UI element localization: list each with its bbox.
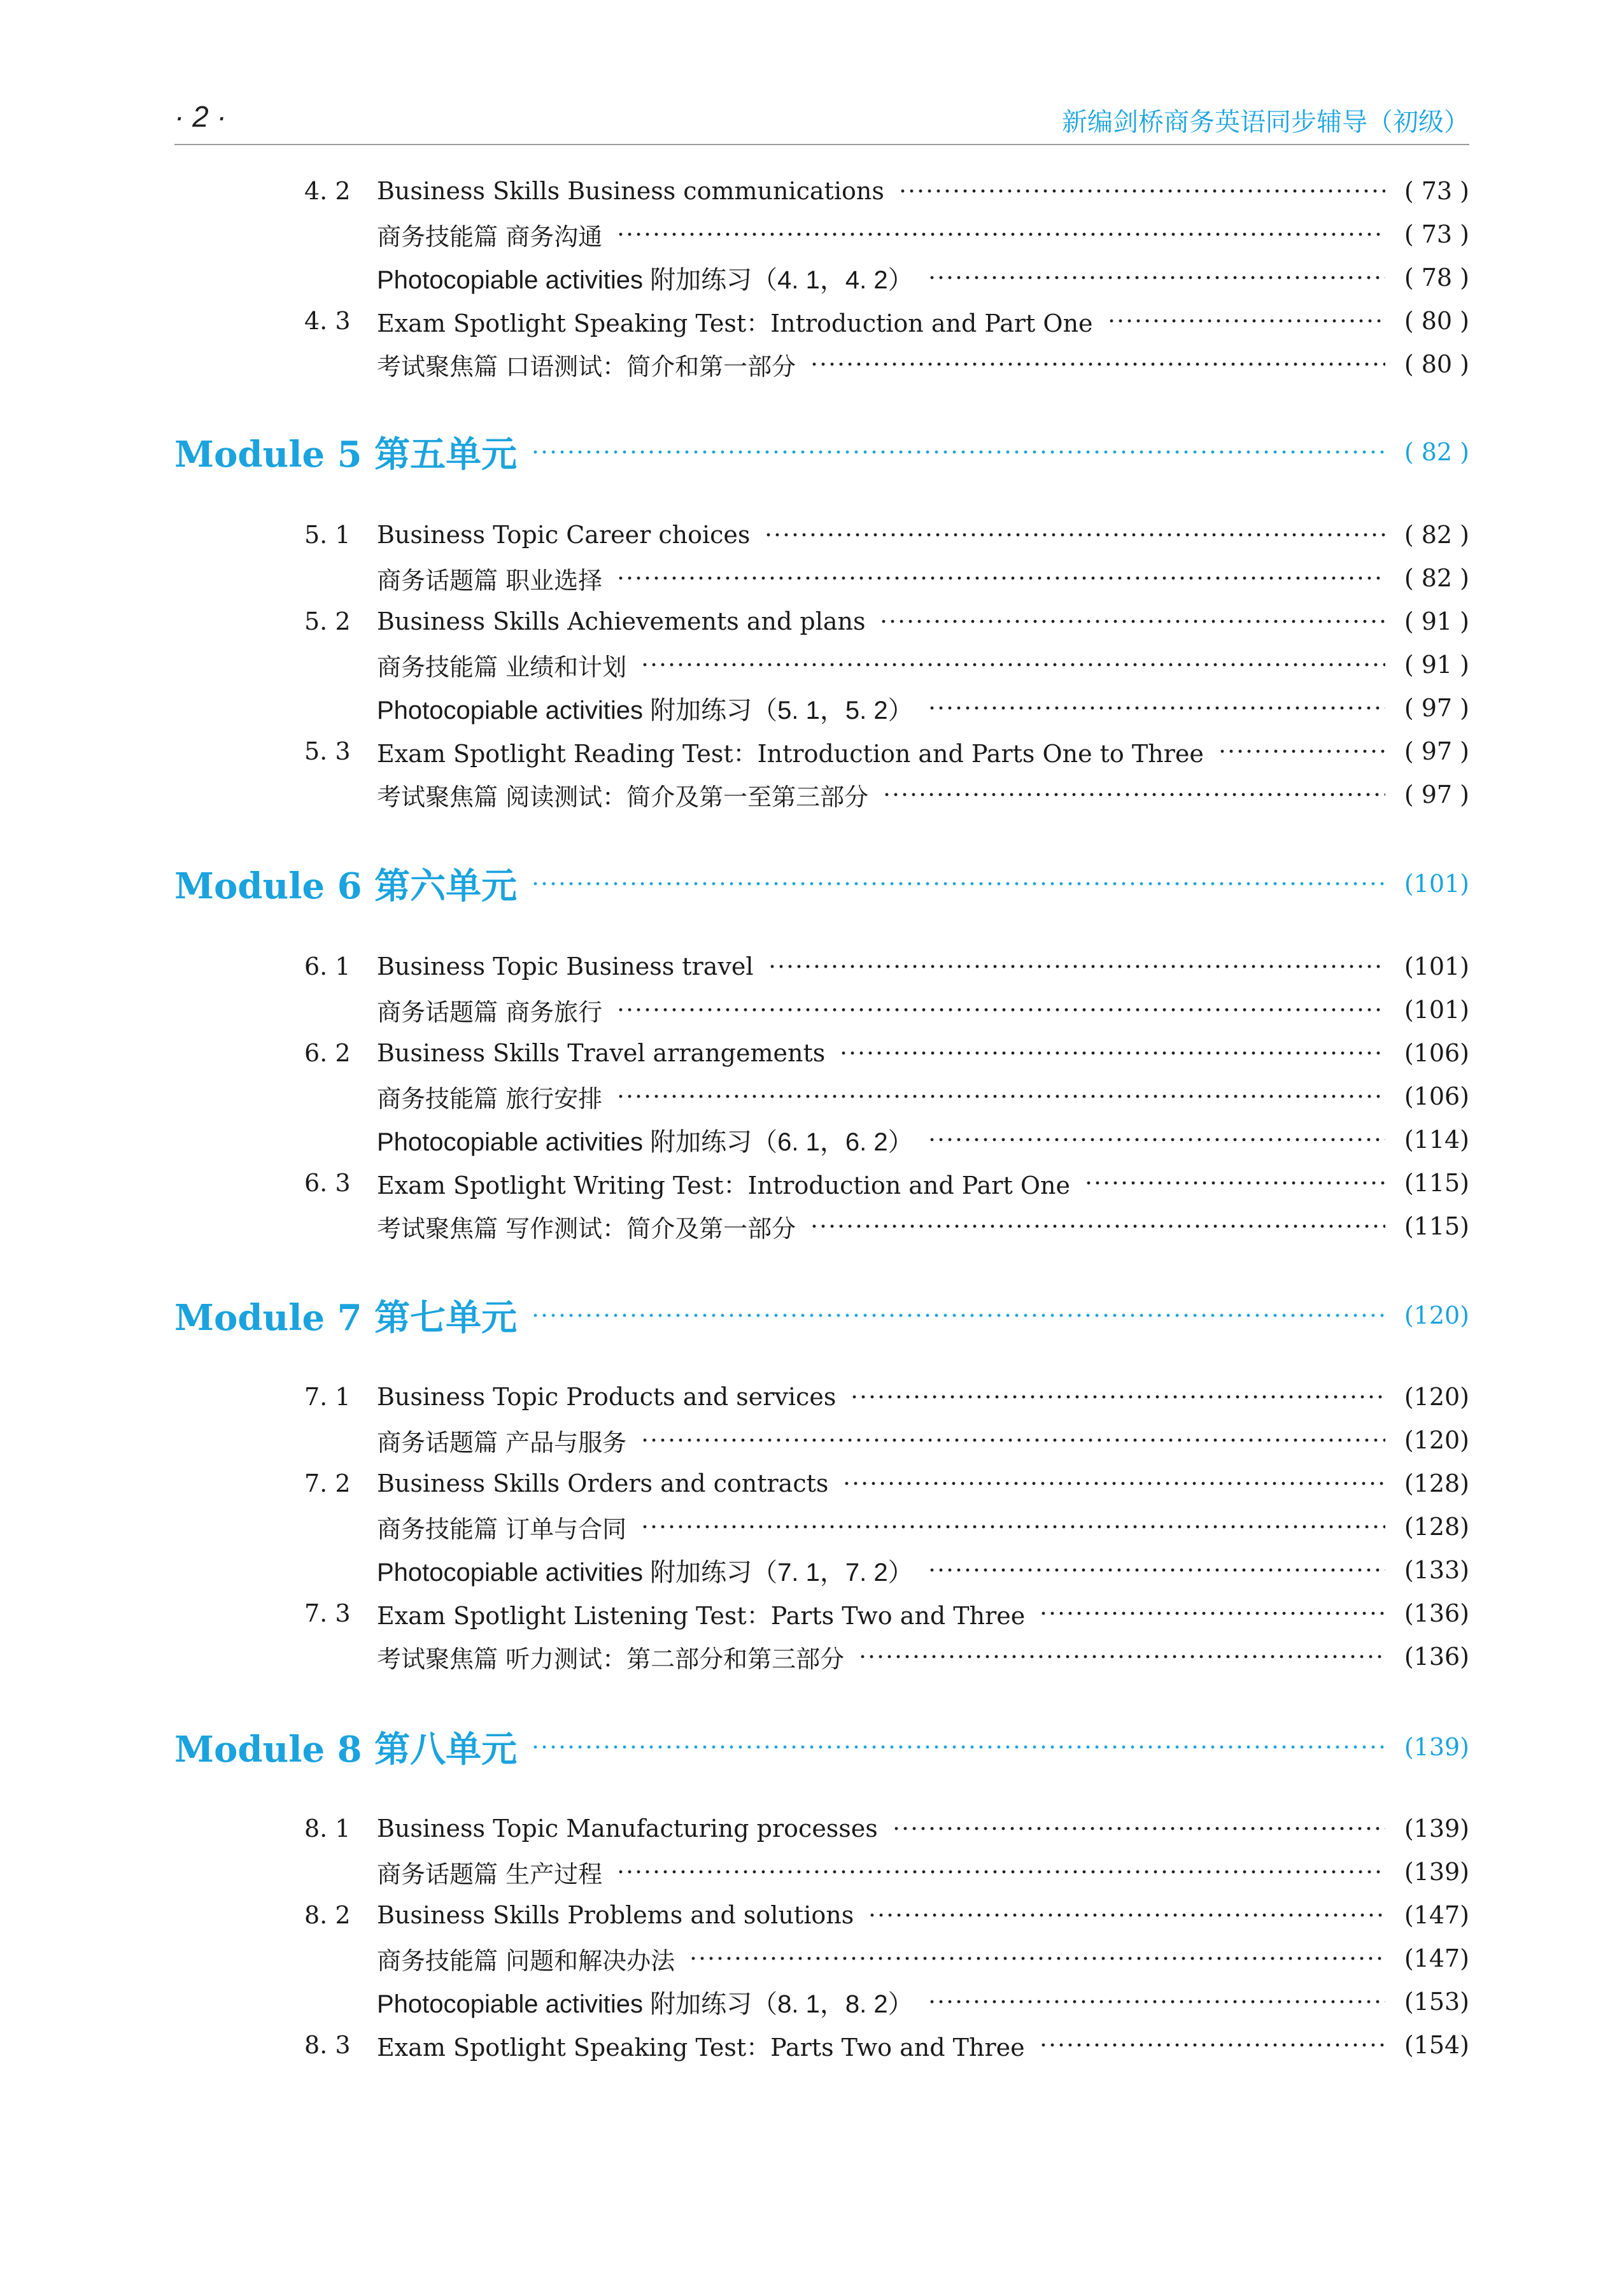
dot-leader <box>892 1826 1385 1831</box>
page-ref: (114) <box>1404 1126 1469 1154</box>
toc-entry <box>304 689 1469 727</box>
entry-title: Business Topic Products and services <box>377 1383 837 1411</box>
entry-title: 商务话题篇 商务旅行 <box>377 998 603 1026</box>
dot-leader <box>1039 1611 1385 1616</box>
module-title: Module 8 第八单元 <box>174 1729 518 1771</box>
entry-number: 5. 1 <box>304 521 351 549</box>
entry-number: 5. 3 <box>304 737 351 765</box>
entry-title: 考试聚焦篇 口语测试：简介和第一部分 <box>377 352 796 381</box>
page-ref: ( 91 ) <box>1404 651 1469 679</box>
page-ref: (106) <box>1404 1082 1469 1110</box>
dot-leader <box>616 576 1385 581</box>
page-ref: (154) <box>1404 2031 1469 2059</box>
entry-title: Photocopiable activities 附加练习（4. 1，4. 2） <box>377 265 914 294</box>
page-ref: (153) <box>1404 1988 1469 2016</box>
module-title: Module 6 第六单元 <box>174 865 518 907</box>
toc-entry <box>304 516 1469 554</box>
dot-leader <box>839 1051 1385 1056</box>
dot-leader <box>689 1956 1385 1961</box>
dot-leader <box>640 1524 1385 1529</box>
toc-entry <box>304 172 1469 210</box>
entry-title: Business Skills Business communications <box>377 177 884 205</box>
module-heading <box>174 1722 1469 1772</box>
dot-leader <box>640 1438 1385 1443</box>
page-ref: (128) <box>1404 1513 1469 1541</box>
dot-leader <box>858 1654 1385 1659</box>
entry-number: 7. 1 <box>304 1383 351 1411</box>
page-ref: ( 82 ) <box>1404 438 1469 466</box>
page-ref: ( 97 ) <box>1404 781 1469 809</box>
dot-leader <box>928 1999 1385 2004</box>
toc-entry <box>304 1034 1469 1072</box>
toc-entry <box>304 1939 1469 1977</box>
running-title: 新编剑桥商务英语同步辅导（初级） <box>1062 108 1469 137</box>
entry-title: 商务技能篇 旅行安排 <box>377 1084 603 1113</box>
toc-entry <box>304 1077 1469 1115</box>
page-ref: (136) <box>1404 1643 1469 1671</box>
entry-title: 商务技能篇 商务沟通 <box>377 222 603 251</box>
dot-leader <box>616 232 1385 237</box>
page-ref: ( 82 ) <box>1404 564 1469 592</box>
entry-title: Business Skills Orders and contracts <box>377 1469 829 1497</box>
dot-leader <box>842 1481 1385 1486</box>
page-ref: (139) <box>1404 1733 1469 1761</box>
page-ref: (147) <box>1404 1944 1469 1972</box>
dot-leader <box>531 1313 1385 1318</box>
entry-title: Exam Spotlight Listening Test：Parts Two and Three <box>377 1601 1026 1630</box>
dot-leader <box>1218 749 1385 754</box>
toc-entry <box>304 1853 1469 1891</box>
page-ref: (101) <box>1404 996 1469 1024</box>
entry-title: 商务话题篇 产品与服务 <box>377 1428 627 1457</box>
entry-title: 考试聚焦篇 阅读测试：简介及第一至第三部分 <box>377 782 869 811</box>
page-ref: ( 82 ) <box>1404 521 1469 549</box>
page-ref: (147) <box>1404 1901 1469 1929</box>
entry-number: 6. 1 <box>304 952 351 980</box>
toc-entry <box>304 947 1469 986</box>
entry-number: 7. 2 <box>304 1469 351 1497</box>
dot-leader <box>928 275 1385 280</box>
page-ref: (120) <box>1404 1301 1469 1329</box>
dot-leader <box>928 1137 1385 1142</box>
page-ref: (115) <box>1404 1169 1469 1197</box>
entry-number: 4. 2 <box>304 177 351 205</box>
entry-number: 8. 3 <box>304 2031 351 2059</box>
dot-leader <box>928 1567 1385 1573</box>
entry-title: 商务技能篇 业绩和计划 <box>377 653 627 681</box>
toc-entry <box>304 1594 1469 1632</box>
dot-leader <box>879 619 1385 624</box>
dot-leader <box>868 1913 1385 1918</box>
page-ref: (128) <box>1404 1469 1469 1497</box>
toc-entry <box>304 1896 1469 1934</box>
toc-entry <box>304 1551 1469 1589</box>
toc-entry <box>304 732 1469 770</box>
entry-title: 商务技能篇 问题和解决办法 <box>377 1946 675 1975</box>
toc-entry <box>304 302 1469 340</box>
entry-number: 5. 2 <box>304 607 351 635</box>
entry-title: 商务话题篇 职业选择 <box>377 566 603 595</box>
toc-entry <box>304 602 1469 640</box>
dot-leader <box>850 1394 1385 1399</box>
dot-leader <box>810 362 1385 367</box>
page-ref: ( 73 ) <box>1404 177 1469 205</box>
toc-entry <box>304 559 1469 597</box>
entry-number: 6. 3 <box>304 1169 351 1197</box>
toc-entry <box>304 1121 1469 1159</box>
entry-number: 8. 2 <box>304 1901 351 1929</box>
entry-number: 7. 3 <box>304 1599 351 1627</box>
page-ref: ( 78 ) <box>1404 264 1469 292</box>
dot-leader <box>616 1007 1385 1012</box>
module-title: Module 7 第七单元 <box>174 1297 518 1339</box>
toc-entry <box>304 1378 1469 1416</box>
dot-leader <box>898 188 1385 194</box>
entry-title: Photocopiable activities 附加练习（8. 1，8. 2） <box>377 1990 914 2018</box>
dot-leader <box>531 1744 1385 1750</box>
page-ref: (101) <box>1404 952 1469 980</box>
dot-leader <box>764 532 1385 537</box>
entry-number: 8. 1 <box>304 1815 351 1843</box>
toc-entry <box>304 991 1469 1029</box>
dot-leader <box>531 881 1385 886</box>
toc-entry <box>304 1638 1469 1676</box>
page-number: · 2 · <box>174 100 227 133</box>
dot-leader <box>1107 318 1385 323</box>
toc-entry <box>304 2026 1469 2064</box>
dot-leader <box>531 449 1385 455</box>
page-ref: (139) <box>1404 1858 1469 1886</box>
entry-title: Business Skills Travel arrangements <box>377 1039 826 1067</box>
dot-leader <box>1039 2042 1385 2048</box>
entry-title: Photocopiable activities 附加练习（6. 1，6. 2） <box>377 1128 914 1156</box>
module-heading <box>174 427 1469 478</box>
module-heading <box>174 858 1469 909</box>
entry-title: Exam Spotlight Speaking Test：Parts Two and Three <box>377 2033 1025 2062</box>
entry-title: Exam Spotlight Reading Test：Introduction and Parts One to Three <box>377 739 1204 768</box>
page-ref: ( 73 ) <box>1404 220 1469 248</box>
toc-entry <box>304 258 1469 297</box>
dot-leader <box>616 1869 1385 1874</box>
dot-leader <box>768 964 1385 969</box>
page-ref: ( 97 ) <box>1404 694 1469 722</box>
toc-entry <box>304 1207 1469 1245</box>
dot-leader <box>882 792 1385 797</box>
entry-title: 商务技能篇 订单与合同 <box>377 1515 627 1543</box>
entry-title: Photocopiable activities 附加练习（7. 1，7. 2） <box>377 1558 914 1587</box>
page-ref: ( 97 ) <box>1404 737 1469 765</box>
page-ref: ( 80 ) <box>1404 350 1469 378</box>
toc-entry <box>304 1508 1469 1546</box>
toc-entry <box>304 1809 1469 1848</box>
page-ref: (115) <box>1404 1212 1469 1240</box>
dot-leader <box>640 662 1385 667</box>
entry-title: 考试聚焦篇 写作测试：简介及第一部分 <box>377 1214 796 1243</box>
page-ref: (120) <box>1404 1426 1469 1454</box>
entry-title: Business Topic Manufacturing processes <box>377 1815 878 1843</box>
entry-title: Business Skills Problems and solutions <box>377 1901 854 1929</box>
entry-title: 考试聚焦篇 听力测试：第二部分和第三部分 <box>377 1645 845 1673</box>
entry-title: Photocopiable activities 附加练习（5. 1，5. 2） <box>377 696 914 725</box>
page-ref: (136) <box>1404 1599 1469 1627</box>
page-ref: (133) <box>1404 1556 1469 1584</box>
page-ref: (101) <box>1404 870 1469 898</box>
page-ref: (106) <box>1404 1039 1469 1067</box>
toc-entry <box>304 345 1469 383</box>
page-ref: ( 80 ) <box>1404 307 1469 335</box>
toc-entry <box>304 775 1469 814</box>
dot-leader <box>1084 1180 1385 1185</box>
toc-entry <box>304 215 1469 253</box>
entry-title: Business Topic Career choices <box>377 521 751 549</box>
entry-title: Exam Spotlight Writing Test：Introduction and Part One <box>377 1171 1070 1199</box>
page-ref: (120) <box>1404 1383 1469 1411</box>
entry-title: Business Topic Business travel <box>377 952 754 980</box>
entry-number: 4. 3 <box>304 307 351 335</box>
entry-number: 6. 2 <box>304 1039 351 1067</box>
toc-entry <box>304 1164 1469 1202</box>
module-title: Module 5 第五单元 <box>174 434 518 476</box>
page-ref: ( 91 ) <box>1404 607 1469 635</box>
toc-entry <box>304 646 1469 684</box>
entry-title: Exam Spotlight Speaking Test：Introduction and Part One <box>377 309 1093 337</box>
dot-leader <box>616 1094 1385 1099</box>
module-heading <box>174 1290 1469 1341</box>
toc-entry <box>304 1464 1469 1503</box>
entry-title: Business Skills Achievements and plans <box>377 607 866 635</box>
toc-entry <box>304 1983 1469 2021</box>
dot-leader <box>928 705 1385 711</box>
dot-leader <box>810 1224 1385 1229</box>
page-ref: (139) <box>1404 1815 1469 1843</box>
entry-title: 商务话题篇 生产过程 <box>377 1860 603 1888</box>
toc-entry <box>304 1421 1469 1459</box>
